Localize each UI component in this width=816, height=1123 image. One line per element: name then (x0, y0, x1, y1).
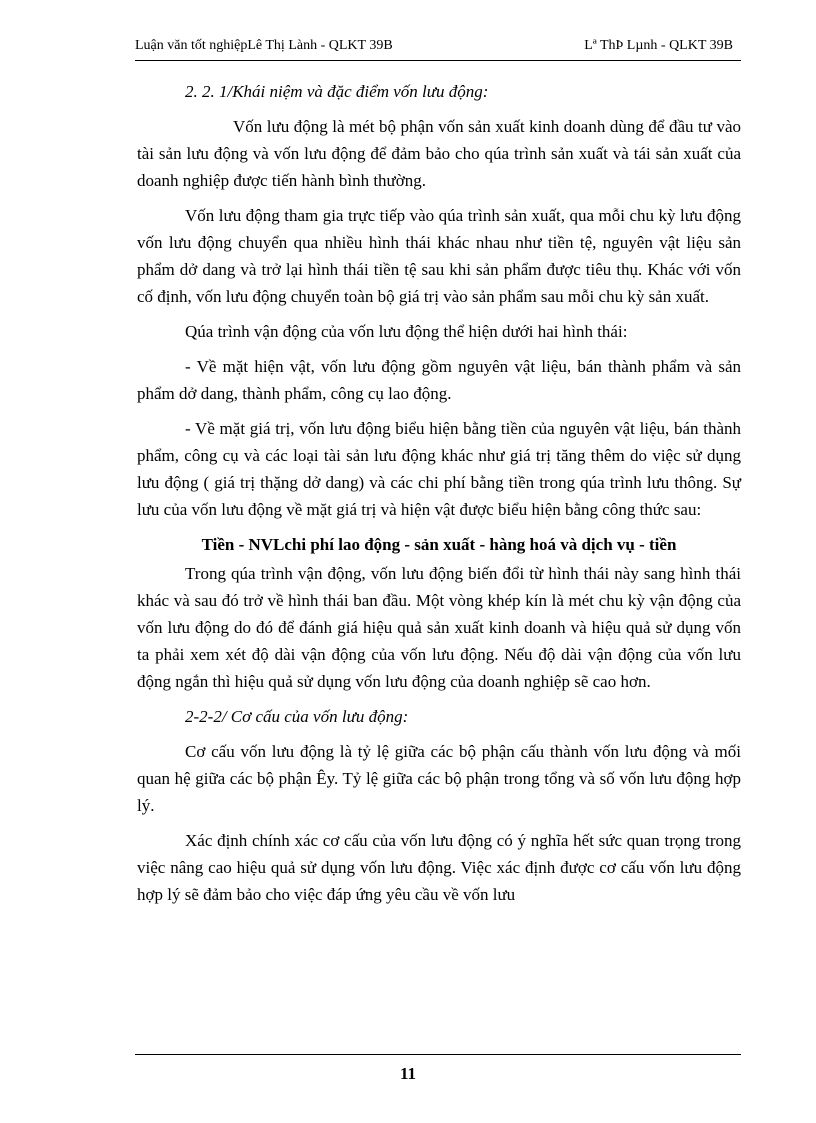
page-number: 11 (399, 1064, 417, 1083)
formula: Tiền - NVLchi phí lao động - sản xuất - hàng hoá và dịch vụ - tiền (201, 535, 677, 554)
paragraph: Vốn lưu động tham gia trực tiếp vào qúa trình sản xuất, qua mỗi chu kỳ lưu động vốn lưu động chuyển qua nhiều hình thái khác nhau như tiền tệ, nguyên vật liệu sản phẩm dở dang và trở lại hình thái tiền tệ sau khi sản phẩm được tiêu thụ. Khác với vốn cố định, vốn lưu động chuyển toàn bộ giá trị vào sản phẩm sau mỗi chu kỳ sản xuất. (137, 206, 741, 306)
header-left-text: Luận văn tốt nghiệpLê Thị Lành - QLKT 39B (135, 38, 393, 53)
section-heading-2-2-2: 2-2-2/ Cơ cấu của vốn lưu động: (185, 707, 409, 726)
footer-divider (135, 1054, 741, 1055)
paragraph-bullet: - Về mặt hiện vật, vốn lưu động gồm nguyên vật liệu, bán thành phẩm và sản phẩm dở dang, thành phẩm, công cụ lao động. (137, 357, 741, 403)
paragraph: Cơ cấu vốn lưu động là tỷ lệ giữa các bộ phận cấu thành vốn lưu động và mối quan hệ giữa các bộ phận Êy. Tỷ lệ giữa các bộ phận trong tổng và số vốn lưu động hợp lý. (137, 742, 741, 815)
paragraph: Qúa trình vận động của vốn lưu động thể hiện dưới hai hình thái: (185, 322, 628, 341)
paragraph: Trong qúa trình vận động, vốn lưu động biến đổi từ hình thái này sang hình thái khác và sau đó trở về hình thái ban đầu. Một vòng khép kín là mét chu kỳ vận động của vốn lưu động do đó để đánh giá hiệu quả sản xuất kinh doanh và hiệu quả sử dụng vốn ta phải xem xét độ dài vận động của vốn lưu động. Nếu độ dài vận động của vốn lưu động ngắn thì hiệu quả sử dụng vốn lưu động của doanh nghiệp sẽ cao hơn. (137, 564, 741, 691)
paragraph: Vốn lưu động là mét bộ phận vốn sản xuất kinh doanh dùng để đầu tư vào tài sản lưu động và vốn lưu động để đảm bảo cho qúa trình sản xuất và tái sản xuất của doanh nghiệp được tiến hành bình thường. (137, 117, 741, 190)
section-heading-2-2-1: 2. 2. 1/Khái niệm và đặc điểm vốn lưu động: (185, 82, 489, 101)
paragraph: Xác định chính xác cơ cấu của vốn lưu động có ý nghĩa hết sức quan trọng trong việc nâng cao hiệu quả sử dụng vốn lưu động. Việc xác định được cơ cấu vốn lưu động hợp lý sẽ đảm bảo cho việc đáp ứng yêu cầu về vốn lưu (137, 831, 741, 904)
page-header (135, 38, 741, 61)
header-right-text: Lª ThÞ Lµnh - QLKT 39B (584, 38, 733, 53)
paragraph-bullet: - Về mặt giá trị, vốn lưu động biểu hiện bằng tiền của nguyên vật liệu, bán thành phẩm, công cụ và các loại tài sản lưu động khác như giá trị tăng thêm do việc sử dụng lưu động ( giá trị thặng dở dang) và các chi phí bằng tiền trong qúa trình lưu thông. Sự lưu của vốn lưu động về mặt giá trị và hiện vật được biểu hiện bằng công thức sau: (137, 419, 741, 519)
document-body (137, 78, 741, 916)
